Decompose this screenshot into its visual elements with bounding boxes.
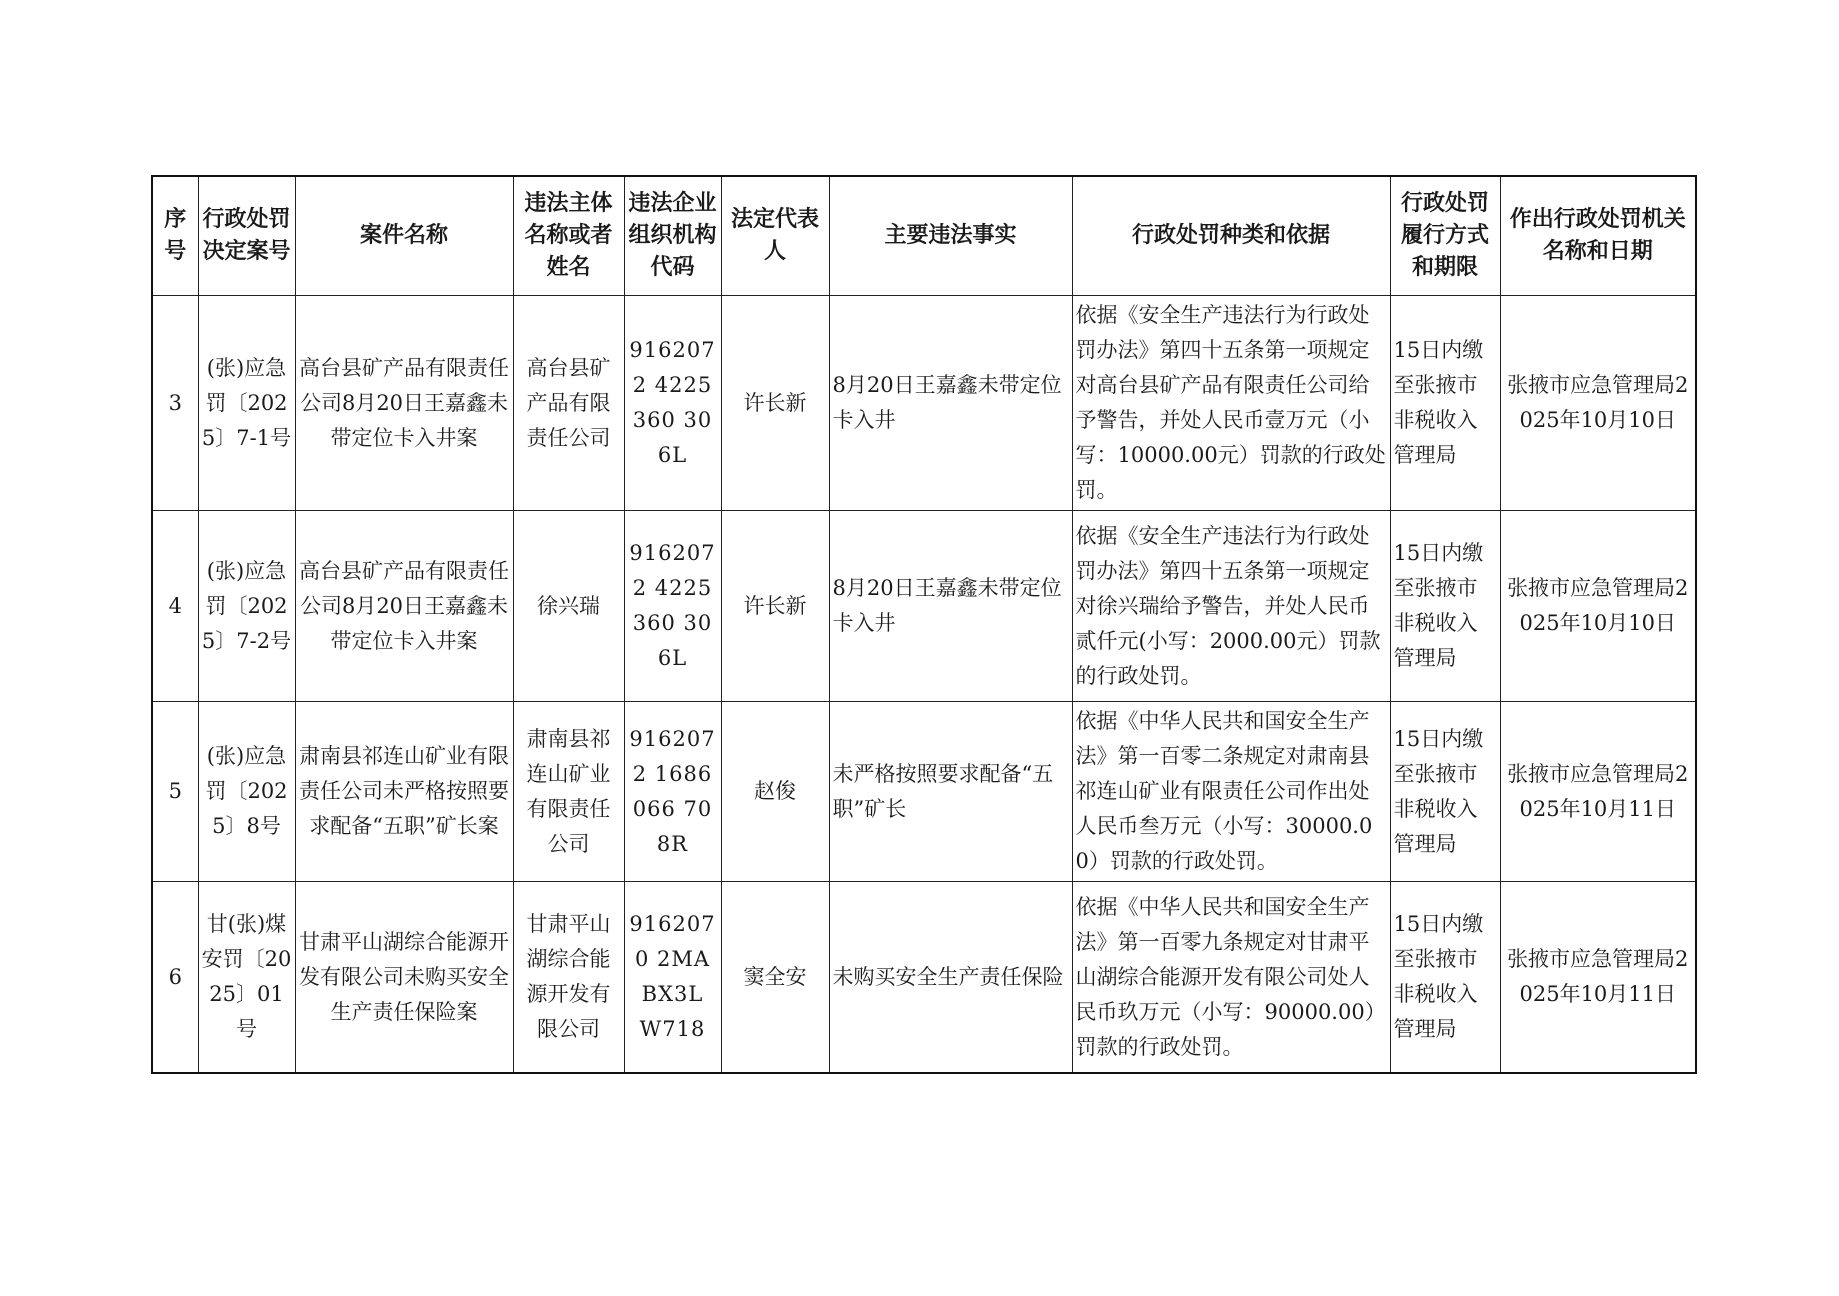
cell-subject: 徐兴瑞 (513, 511, 624, 702)
cell-facts: 未严格按照要求配备“五职”矿长 (829, 702, 1072, 882)
header-method: 行政处罚履行方式和期限 (1390, 176, 1500, 296)
cell-authority: 张掖市应急管理局2025年10月10日 (1500, 511, 1696, 702)
cell-facts: 8月20日王嘉鑫未带定位卡入井 (829, 511, 1072, 702)
header-basis: 行政处罚种类和依据 (1072, 176, 1390, 296)
penalty-table (151, 175, 1697, 1074)
header-case-name: 案件名称 (295, 176, 513, 296)
cell-seq: 5 (152, 702, 198, 882)
cell-method: 15日内缴至张掖市非税收入管理局 (1390, 511, 1500, 702)
cell-subject: 肃南县祁连山矿业有限责任公司 (513, 702, 624, 882)
cell-org-code: 9162070 2MABX3L W718 (624, 882, 721, 1074)
table-row (152, 511, 1696, 702)
cell-seq: 4 (152, 511, 198, 702)
cell-decision-no: (张)应急罚〔2025〕8号 (198, 702, 295, 882)
cell-method: 15日内缴至张掖市非税收入管理局 (1390, 702, 1500, 882)
cell-org-code: 9162072 1686066 708R (624, 702, 721, 882)
cell-legal-rep: 许长新 (721, 511, 829, 702)
cell-basis: 依据《中华人民共和国安全生产法》第一百零九条规定对甘肃平山湖综合能源开发有限公司处人民币玖万元（小写：90000.00）罚款的行政处罚。 (1072, 882, 1390, 1074)
header-facts: 主要违法事实 (829, 176, 1072, 296)
cell-case-name: 甘肃平山湖综合能源开发有限公司未购买安全生产责任保险案 (295, 882, 513, 1074)
cell-case-name: 高台县矿产品有限责任公司8月20日王嘉鑫未带定位卡入井案 (295, 296, 513, 511)
cell-authority: 张掖市应急管理局2025年10月11日 (1500, 702, 1696, 882)
cell-subject: 甘肃平山湖综合能源开发有限公司 (513, 882, 624, 1074)
cell-basis: 依据《中华人民共和国安全生产法》第一百零二条规定对肃南县祁连山矿业有限责任公司作出处人民币叁万元（小写：30000.00）罚款的行政处罚。 (1072, 702, 1390, 882)
cell-method: 15日内缴至张掖市非税收入管理局 (1390, 296, 1500, 511)
header-org-code: 违法企业组织机构代码 (624, 176, 721, 296)
cell-org-code: 9162072 4225360 306L (624, 511, 721, 702)
cell-org-code: 9162072 4225360 306L (624, 296, 721, 511)
table-row (152, 882, 1696, 1074)
cell-seq: 6 (152, 882, 198, 1074)
cell-decision-no: (张)应急罚〔2025〕7-2号 (198, 511, 295, 702)
cell-case-name: 高台县矿产品有限责任公司8月20日王嘉鑫未带定位卡入井案 (295, 511, 513, 702)
cell-basis: 依据《安全生产违法行为行政处罚办法》第四十五条第一项规定对徐兴瑞给予警告，并处人民币贰仟元(小写：2000.00元）罚款的行政处罚。 (1072, 511, 1390, 702)
cell-subject: 高台县矿产品有限责任公司 (513, 296, 624, 511)
table-row (152, 296, 1696, 511)
cell-basis: 依据《安全生产违法行为行政处罚办法》第四十五条第一项规定对高台县矿产品有限责任公司给予警告，并处人民币壹万元（小写：10000.00元）罚款的行政处罚。 (1072, 296, 1390, 511)
header-subject: 违法主体名称或者姓名 (513, 176, 624, 296)
cell-decision-no: (张)应急罚〔2025〕7-1号 (198, 296, 295, 511)
cell-case-name: 肃南县祁连山矿业有限责任公司未严格按照要求配备“五职”矿长案 (295, 702, 513, 882)
cell-seq: 3 (152, 296, 198, 511)
cell-authority: 张掖市应急管理局2025年10月11日 (1500, 882, 1696, 1074)
header-decision-no: 行政处罚决定案号 (198, 176, 295, 296)
cell-authority: 张掖市应急管理局2025年10月10日 (1500, 296, 1696, 511)
header-seq: 序号 (152, 176, 198, 296)
header-authority: 作出行政处罚机关名称和日期 (1500, 176, 1696, 296)
cell-decision-no: 甘(张)煤安罚〔2025〕01号 (198, 882, 295, 1074)
cell-legal-rep: 赵俊 (721, 702, 829, 882)
cell-legal-rep: 许长新 (721, 296, 829, 511)
table-row (152, 702, 1696, 882)
cell-method: 15日内缴至张掖市非税收入管理局 (1390, 882, 1500, 1074)
header-row (152, 176, 1696, 296)
cell-facts: 未购买安全生产责任保险 (829, 882, 1072, 1074)
cell-legal-rep: 窦全安 (721, 882, 829, 1074)
header-legal-rep: 法定代表人 (721, 176, 829, 296)
cell-facts: 8月20日王嘉鑫未带定位卡入井 (829, 296, 1072, 511)
